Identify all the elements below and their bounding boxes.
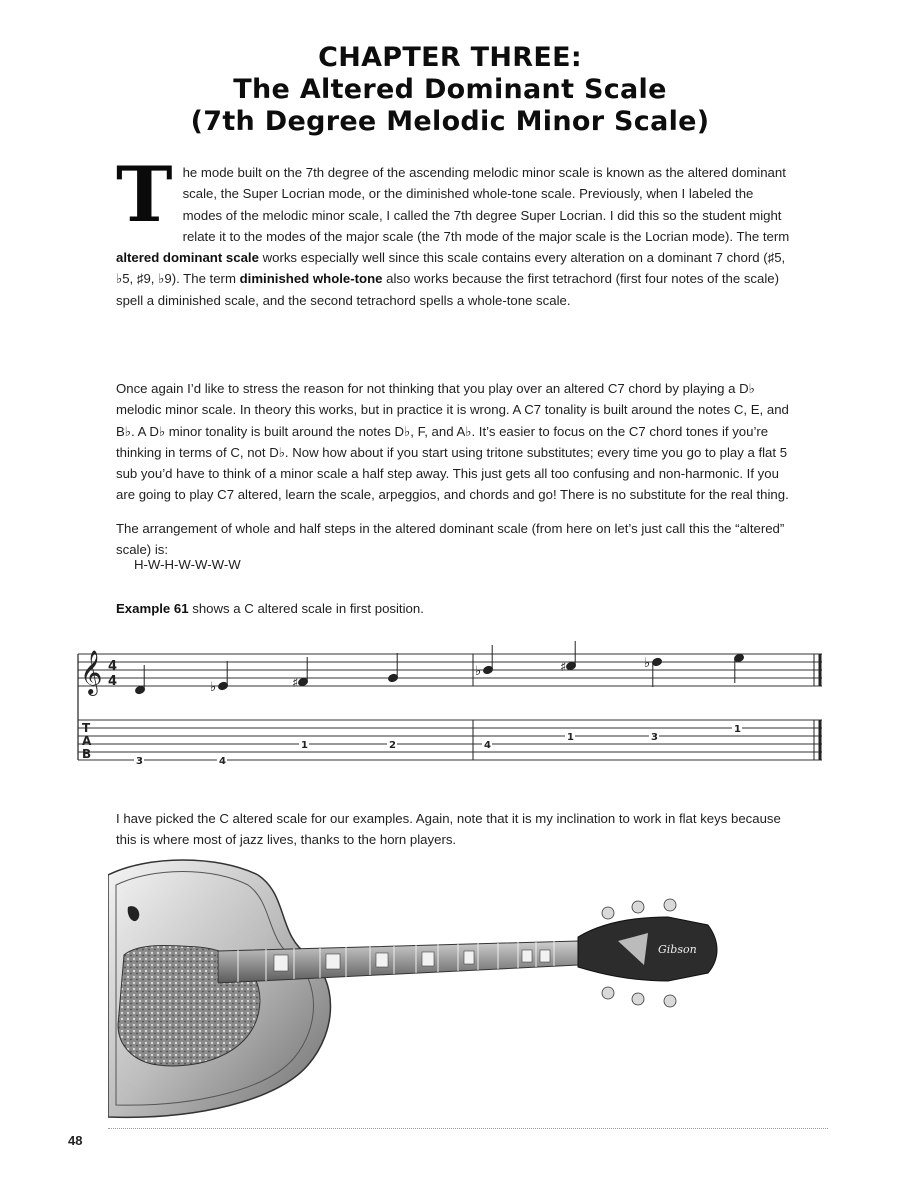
tab-number-4: 2 [389,740,396,751]
chapter-title [80,42,820,138]
tuning-peg-icon [602,987,614,999]
treble-clef: 𝄞 [80,650,103,694]
tab-letter-b: B [82,747,92,761]
notes [135,641,745,695]
tab-letter-a: A [82,734,92,748]
accidental-flat-2: ♭ [475,664,482,679]
headstock-logo-text: Gibson [658,943,697,956]
term-diminished-whole-tone: diminished whole-tone [239,271,383,287]
tab-staff [78,720,822,760]
time-signature-bottom: 4 [108,674,118,689]
example-caption-text: shows a C altered scale in first position. [188,601,424,616]
accidental-flat-3: ♭ [644,656,651,671]
tonality-paragraph: Once again I’d like to stress the reason for not thinking that you play over an altered C7 chord by playing a D♭ melodic minor scale. In theory this works, but in practice it is wrong. A C7 tonality is built around the notes C, E, and B♭. A D♭ minor tonality is built around the notes D♭, F, and A♭. It’s easier to focus on the C7 chord tones if you’re thinking in terms of C, not D♭. Now how about if you start using tritone substitutes; every time you go to play a flat 5 sub you’d have to think of a minor scale a half step away. This just gets all too confusing and non-harmonic. If you are going to play C7 altered, learn the scale, arpeggios, and chords and go! There is no substitute for the real thing. [116,381,789,503]
chapter-title-line-2: The Altered Dominant Scale [233,74,667,105]
intro-text-c: also works because the first tetrachord (first four notes of the scale) spell a diminished scale, and the second tetrachord spells a whole-tone scale. [116,271,780,308]
time-signature-top: 4 [108,659,118,674]
tab-letter-t: T [82,721,91,735]
tab-number-3: 1 [301,740,308,751]
arrangement-paragraph: The arrangement of whole and half steps in the altered dominant scale (from here on let’s just call this the “altered” scale) is: [116,521,785,558]
tab-number-2: 4 [219,756,226,767]
tab-number-8: 1 [734,724,741,735]
closing-paragraph: I have picked the C altered scale for our examples. Again, note that it is my inclination to work in flat keys because this is where most of jazz lives, thanks to the horn players. [116,811,781,848]
guitar-body [108,860,331,1117]
example-caption [116,598,796,619]
accidental-flat-1: ♭ [210,680,217,695]
chapter-title-line-3: (7th Degree Melodic Minor Scale) [190,106,710,137]
intro-paragraph [116,150,796,311]
guitar-headstock [578,899,717,1007]
intro-text-b: works especially well since this scale contains every alteration on a dominant 7 chord (♯5, ♭5, ♯9, ♭9). The term [116,250,786,287]
archtop-guitar-illustration [108,855,728,1125]
drop-cap: T [116,150,173,239]
tab-number-7: 3 [651,732,658,743]
tuning-peg-icon [664,995,676,1007]
accidental-sharp-2: ♯ [560,660,567,675]
tab-number-5: 4 [484,740,491,751]
intro-text-a: he mode built on the 7th degree of the ascending melodic minor scale is known as the altered dominant scale, the Super Locrian mode, or the diminished whole-tone scale. Previously, when I labeled the modes of the melodic minor scale, I called the 7th degree Super Locrian. I did this so the student might relate it to the modes of the major scale (the 7th mode of the major scale is the Locrian mode). The term [182,165,790,244]
accidental-sharp-1: ♯ [292,676,299,691]
tuning-peg-icon [664,899,676,911]
footer-rule [108,1128,828,1129]
chapter-title-line-1: CHAPTER THREE: [318,42,582,73]
treble-staff [78,654,822,686]
tab-number-1: 3 [136,756,143,767]
music-notation-example-61 [70,640,830,780]
example-label: Example 61 [116,601,189,616]
page-number: 48 [68,1133,83,1148]
tuning-peg-icon [632,993,644,1005]
term-altered-dominant-scale: altered dominant scale [116,250,259,266]
tab-number-6: 1 [567,732,574,743]
tuning-peg-icon [632,901,644,913]
tuning-peg-icon [602,907,614,919]
step-pattern: H-W-H-W-W-W-W [134,557,241,572]
